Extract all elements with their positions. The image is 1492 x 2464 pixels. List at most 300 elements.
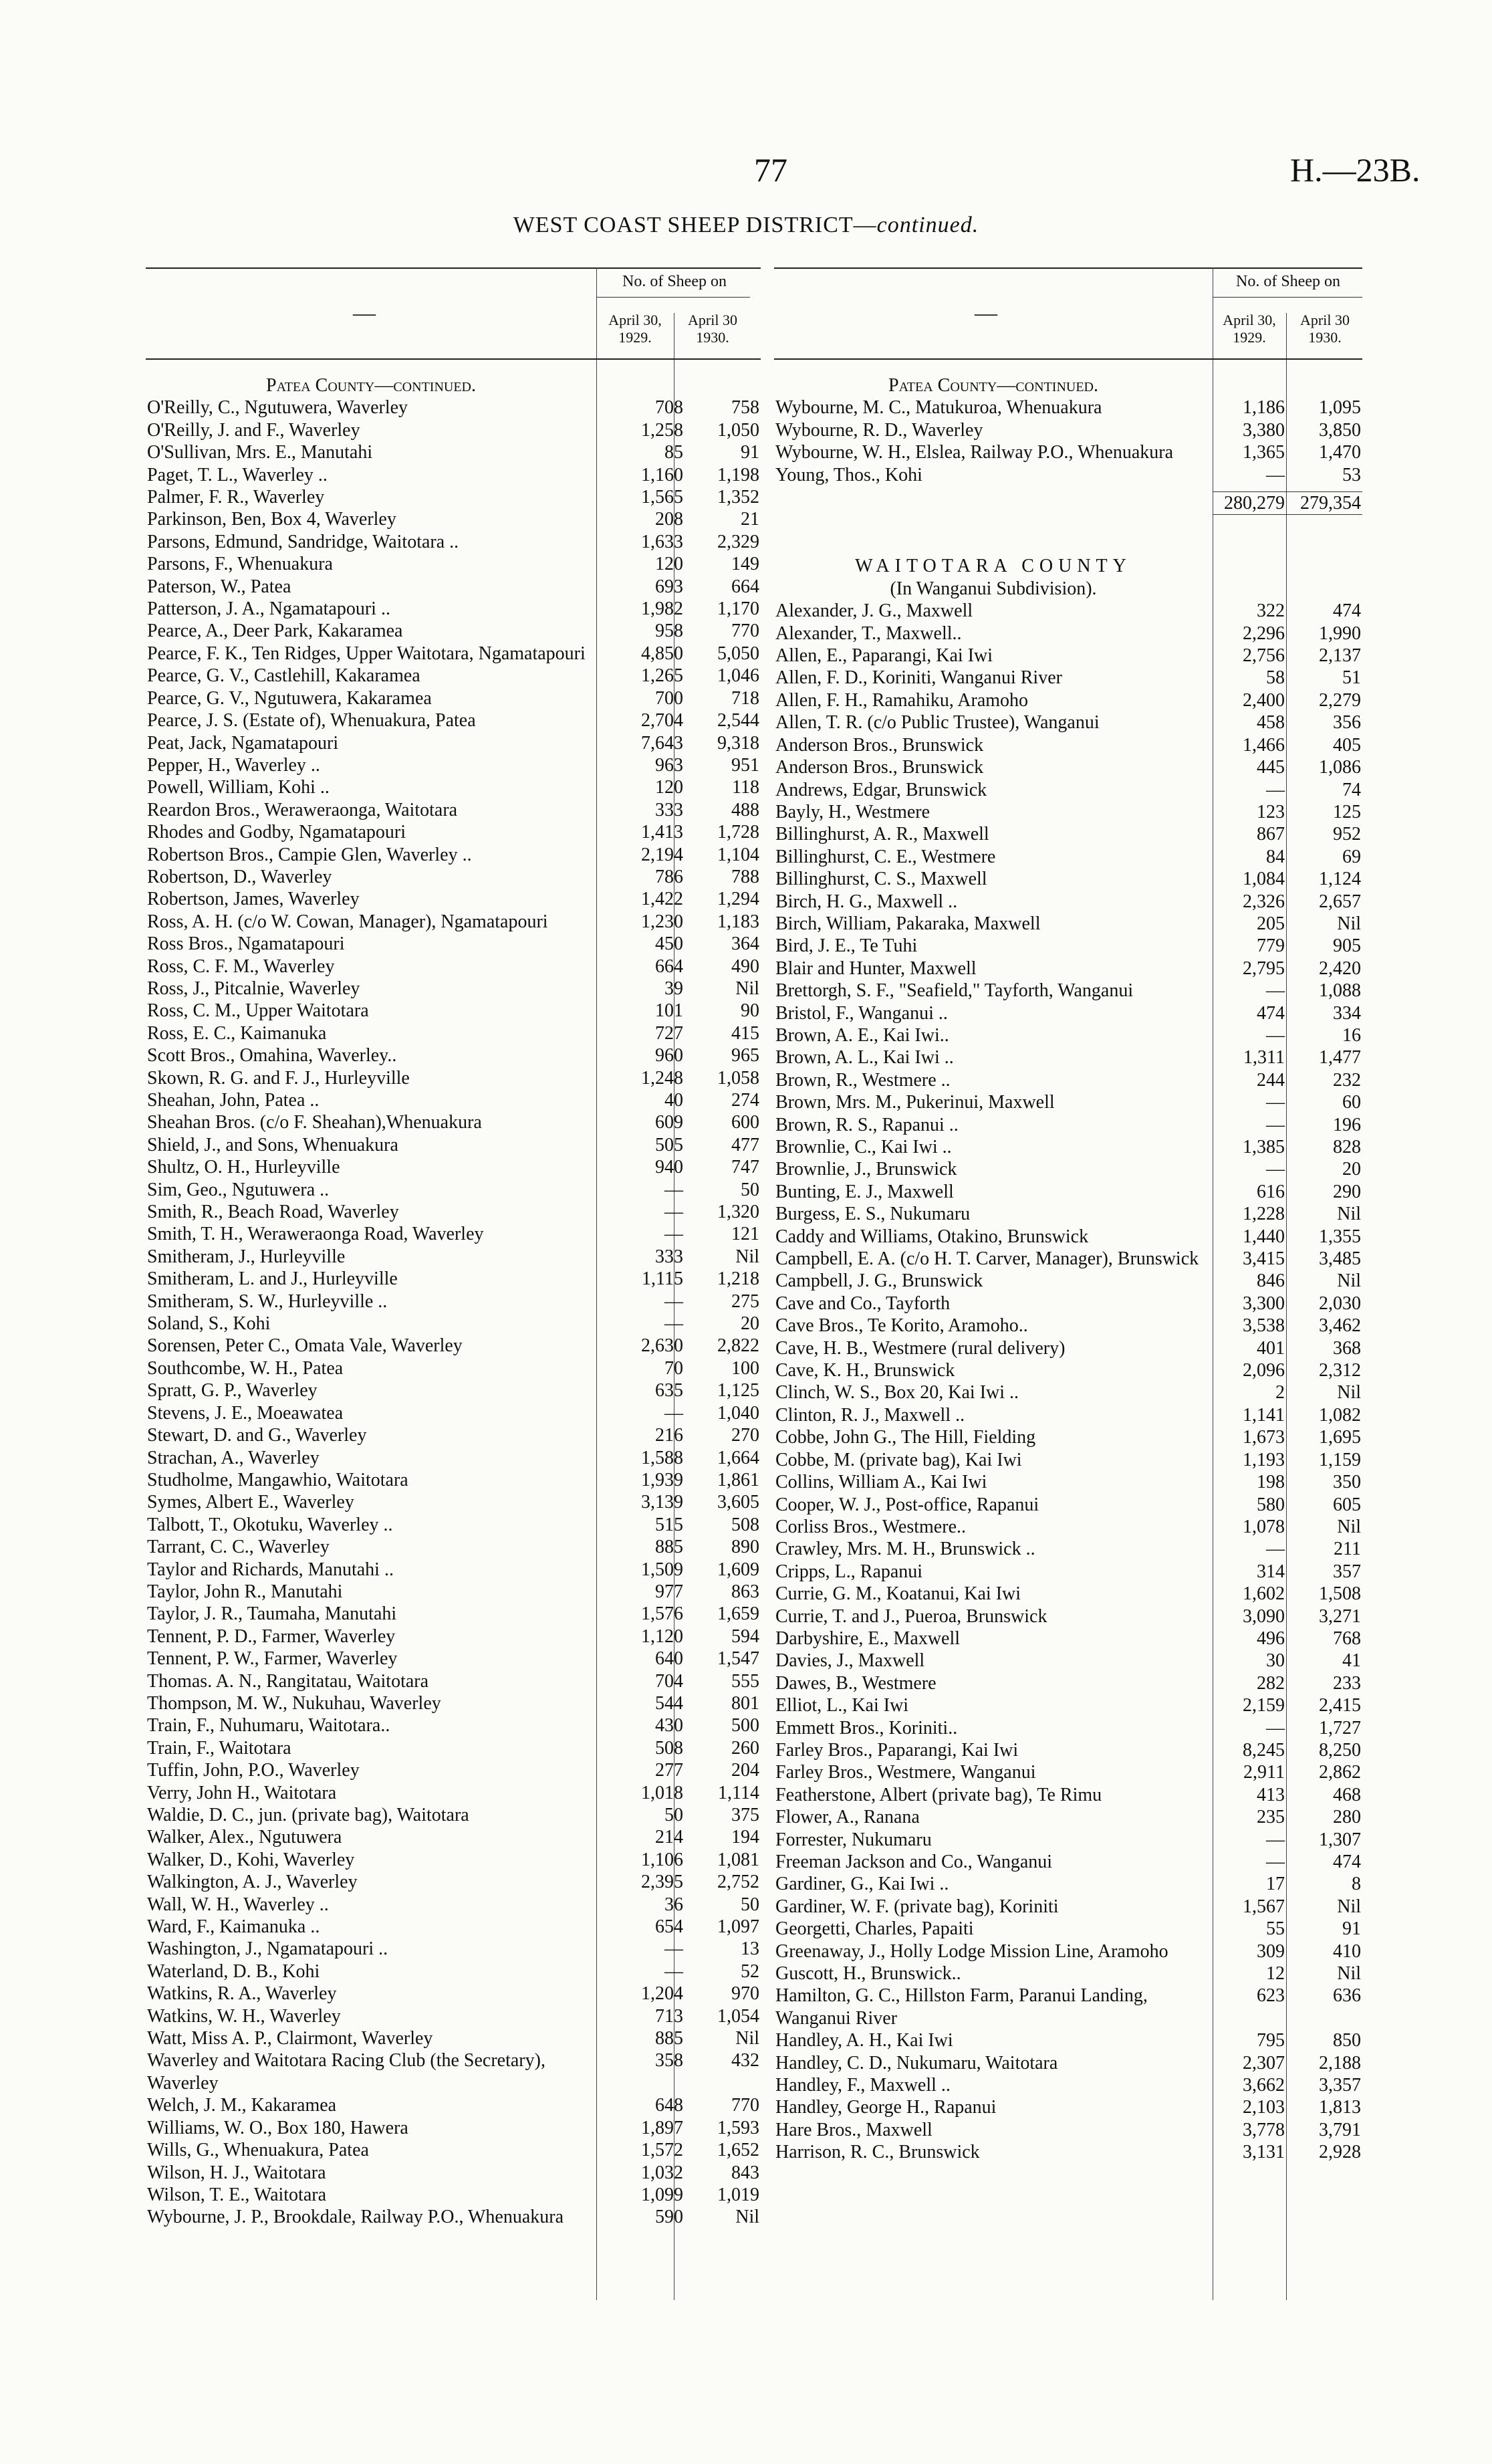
owner-name: Ross, C. F. M., Waverley bbox=[147, 956, 335, 977]
table-row bbox=[774, 1270, 1362, 1292]
owner-name: Guscott, H., Brunswick.. bbox=[775, 1963, 961, 1985]
sheep-1930: 405 bbox=[1333, 734, 1361, 756]
sheep-1930: 1,813 bbox=[1319, 2097, 1361, 2118]
section-heading-waitotara: WAITOTARA COUNTY bbox=[855, 556, 1132, 577]
table-row bbox=[774, 2119, 1362, 2141]
sheep-1929: 84 bbox=[1266, 846, 1285, 867]
table-row bbox=[774, 1538, 1362, 1560]
sheep-1929: 3,415 bbox=[1243, 1248, 1285, 1270]
sheep-1929: 101 bbox=[655, 1000, 683, 1022]
sheep-1929: 333 bbox=[655, 1246, 683, 1267]
owner-name: Scott Bros., Omahina, Waverley.. bbox=[147, 1045, 397, 1067]
sheep-1930: 2,657 bbox=[1319, 891, 1361, 912]
sheep-1929: 1,365 bbox=[1243, 442, 1285, 463]
owner-name: Cave and Co., Tayforth bbox=[775, 1293, 951, 1314]
sheep-1929: 309 bbox=[1257, 1940, 1285, 1962]
table-row bbox=[146, 709, 761, 732]
table-row bbox=[774, 1002, 1362, 1024]
sheep-1929: 1,565 bbox=[641, 487, 683, 508]
sheep-1929: 940 bbox=[655, 1157, 683, 1178]
owner-name: Thomas. A. N., Rangitatau, Waitotara bbox=[147, 1670, 429, 1692]
owner-name: Verry, John H., Waitotara bbox=[147, 1782, 337, 1803]
sheep-1929: 496 bbox=[1257, 1628, 1285, 1649]
owner-name: Watkins, R. A., Waverley bbox=[147, 1983, 337, 2005]
right-main-rows bbox=[774, 600, 1362, 2163]
table-row bbox=[146, 1424, 761, 1446]
table-row bbox=[146, 1782, 761, 1804]
sheep-1929: 2,326 bbox=[1243, 891, 1285, 912]
sheep-1929: 1,633 bbox=[641, 531, 683, 552]
table-row bbox=[774, 1694, 1362, 1716]
owner-name: Anderson Bros., Brunswick bbox=[775, 757, 984, 778]
sheep-1930: 1,104 bbox=[717, 844, 759, 865]
owner-name: Parsons, Edmund, Sandridge, Waitotara .. bbox=[147, 531, 459, 552]
sheep-1929: 1,230 bbox=[641, 911, 683, 932]
sheep-1929: 2,103 bbox=[1243, 2097, 1285, 2118]
section-heading: Patea County—continued. bbox=[266, 375, 476, 396]
owner-name: O'Reilly, J. and F., Waverley bbox=[147, 419, 360, 441]
owner-name: Farley Bros., Westmere, Wanganui bbox=[775, 1762, 1036, 1783]
owner-name: Ward, F., Kaimanuka .. bbox=[147, 1916, 320, 1938]
sheep-1929: 2,159 bbox=[1243, 1695, 1285, 1716]
table-row bbox=[146, 1916, 761, 1938]
sheep-1930: 90 bbox=[741, 1000, 759, 1022]
sheep-1930: 2,188 bbox=[1319, 2052, 1361, 2074]
table-row bbox=[146, 576, 761, 598]
owner-name: Reardon Bros., Weraweraonga, Waitotara bbox=[147, 799, 458, 820]
owner-name: Handley, C. D., Nukumaru, Waitotara bbox=[775, 2052, 1058, 2074]
owner-name: Tarrant, C. C., Waverley bbox=[147, 1537, 330, 1558]
table-row bbox=[774, 980, 1362, 1002]
owner-name: Parsons, F., Whenuakura bbox=[147, 554, 333, 575]
owner-name: Allen, T. R. (c/o Public Trustee), Wanganui bbox=[775, 712, 1100, 734]
sheep-1930: 432 bbox=[731, 2050, 759, 2071]
table-row bbox=[774, 1672, 1362, 1694]
owner-name: Thompson, M. W., Nukuhau, Waverley bbox=[147, 1692, 441, 1714]
table-row bbox=[774, 1024, 1362, 1046]
table-row bbox=[774, 1628, 1362, 1650]
sheep-1930: 69 bbox=[1342, 846, 1361, 867]
sheep-1930: 1,046 bbox=[717, 665, 759, 687]
table-row bbox=[146, 1648, 761, 1670]
table-row bbox=[774, 1426, 1362, 1448]
sheep-1930: 468 bbox=[1333, 1784, 1361, 1805]
sheep-1929: 640 bbox=[655, 1648, 683, 1670]
table-row bbox=[774, 464, 1362, 486]
owner-name: O'Sullivan, Mrs. E., Manutahi bbox=[147, 442, 373, 463]
owner-name: Smitheram, J., Hurleyville bbox=[147, 1246, 346, 1267]
owner-name: Watt, Miss A. P., Clairmont, Waverley bbox=[147, 2028, 433, 2049]
table-row bbox=[146, 1603, 761, 1625]
sheep-1929: — bbox=[1266, 980, 1285, 1002]
sheep-1929: 1,106 bbox=[641, 1849, 683, 1870]
table-row bbox=[146, 1961, 761, 1983]
table-row bbox=[774, 1896, 1362, 1918]
sheep-1930: 477 bbox=[731, 1134, 759, 1155]
table-row bbox=[146, 1402, 761, 1424]
table-row bbox=[774, 2029, 1362, 2051]
table-row bbox=[774, 734, 1362, 756]
sheep-1929: 2,795 bbox=[1243, 958, 1285, 979]
sheep-1929: 235 bbox=[1257, 1807, 1285, 1828]
sheep-1929: 616 bbox=[1257, 1181, 1285, 1202]
owner-name: Train, F., Waitotara bbox=[147, 1737, 291, 1759]
owner-name: Caddy and Williams, Otakino, Brunswick bbox=[775, 1226, 1089, 1247]
sheep-1929: 244 bbox=[1257, 1069, 1285, 1091]
owner-name: Sim, Geo., Ngutuwera .. bbox=[147, 1179, 330, 1200]
sheep-1930: 1,695 bbox=[1319, 1427, 1361, 1448]
owner-name: Studholme, Mangawhio, Waitotara bbox=[147, 1469, 408, 1490]
owner-name: Taylor, J. R., Taumaha, Manutahi bbox=[147, 1603, 397, 1625]
table-row bbox=[146, 419, 761, 441]
table-row bbox=[774, 1650, 1362, 1672]
sheep-1929: 445 bbox=[1257, 757, 1285, 778]
sheep-1930: 1,477 bbox=[1319, 1047, 1361, 1069]
table-row bbox=[146, 2162, 761, 2184]
sheep-1929: 885 bbox=[655, 2028, 683, 2049]
sheep-1930: 74 bbox=[1342, 779, 1361, 800]
owner-name: Ross, E. C., Kaimanuka bbox=[147, 1022, 327, 1044]
sheep-1929: — bbox=[664, 1224, 683, 1245]
table-row bbox=[774, 1940, 1362, 1963]
page-title: WEST COAST SHEEP DISTRICT—continued. bbox=[513, 213, 979, 237]
table-row bbox=[774, 1739, 1362, 1761]
sheep-1930: 368 bbox=[1333, 1337, 1361, 1359]
sheep-1930: 747 bbox=[731, 1157, 759, 1178]
owner-name: Brown, R. S., Rapanui .. bbox=[775, 1114, 959, 1135]
document-reference: H.—23B. bbox=[1290, 151, 1420, 189]
sheep-1929: 963 bbox=[655, 754, 683, 776]
table-row bbox=[146, 2027, 761, 2049]
owner-name: Pearce, G. V., Castlehill, Kakaramea bbox=[147, 665, 420, 687]
table-row bbox=[146, 1491, 761, 1513]
sheep-1929: — bbox=[1266, 464, 1285, 485]
sheep-1930: 1,352 bbox=[717, 487, 759, 508]
owner-name: Billinghurst, A. R., Maxwell bbox=[775, 824, 989, 845]
sheep-1930: 2,420 bbox=[1319, 958, 1361, 979]
owner-name: Clinch, W. S., Box 20, Kai Iwi .. bbox=[775, 1382, 1019, 1404]
table-row bbox=[774, 1069, 1362, 1091]
owner-name: Gardiner, W. F. (private bag), Koriniti bbox=[775, 1896, 1059, 1917]
table-row bbox=[146, 486, 761, 508]
table-row bbox=[774, 1561, 1362, 1583]
sheep-1930: 965 bbox=[731, 1045, 759, 1067]
table-row bbox=[146, 1626, 761, 1648]
sheep-1929: 3,778 bbox=[1243, 2119, 1285, 2140]
sheep-1929: 120 bbox=[655, 554, 683, 575]
sheep-1929: 795 bbox=[1257, 2030, 1285, 2051]
owner-name: Shultz, O. H., Hurleyville bbox=[147, 1157, 340, 1178]
owner-name: Allen, E., Paparangi, Kai Iwi bbox=[775, 645, 993, 667]
sheep-1929: 1,186 bbox=[1243, 397, 1285, 419]
owner-name: Wybourne, R. D., Waverley bbox=[775, 419, 983, 441]
table-row bbox=[146, 866, 761, 888]
table-row bbox=[146, 1291, 761, 1313]
sheep-1930: 41 bbox=[1342, 1650, 1361, 1672]
sheep-1930: 474 bbox=[1333, 600, 1361, 622]
table-row bbox=[774, 1158, 1362, 1180]
owner-name: Cobbe, M. (private bag), Kai Iwi bbox=[775, 1449, 1022, 1470]
sheep-1930: 60 bbox=[1342, 1092, 1361, 1113]
sheep-1929: 1,032 bbox=[641, 2162, 683, 2183]
sheep-1930: 3,271 bbox=[1319, 1605, 1361, 1627]
sheep-1929: 2,911 bbox=[1243, 1762, 1285, 1783]
sheep-1930: 718 bbox=[731, 687, 759, 709]
sheep-1930: 20 bbox=[741, 1313, 759, 1335]
sheep-1930: 474 bbox=[1333, 1852, 1361, 1872]
sheep-1929: 1,440 bbox=[1243, 1226, 1285, 1247]
sheep-1930: 290 bbox=[1333, 1181, 1361, 1202]
table-row bbox=[774, 1717, 1362, 1739]
sheep-1929: 216 bbox=[655, 1425, 683, 1446]
owner-name: Cave, K. H., Brunswick bbox=[775, 1360, 955, 1381]
table-row bbox=[774, 913, 1362, 935]
sheep-1929: 2,194 bbox=[641, 844, 683, 865]
table-row bbox=[774, 1829, 1362, 1851]
sheep-1930: 850 bbox=[1333, 2030, 1361, 2051]
table-row bbox=[146, 1536, 761, 1558]
sheep-1929: 648 bbox=[655, 2095, 683, 2116]
sheep-1929: 1,099 bbox=[641, 2184, 683, 2205]
table-row bbox=[146, 1714, 761, 1737]
table-row bbox=[146, 1559, 761, 1581]
owner-name: O'Reilly, C., Ngutuwera, Waverley bbox=[147, 397, 408, 419]
owner-name: Ross, A. H. (c/o W. Cowan, Manager), Ngamatapouri bbox=[147, 911, 548, 932]
owner-name: Freeman Jackson and Co., Wanganui bbox=[775, 1852, 1053, 1872]
sheep-1930: 2,862 bbox=[1319, 1762, 1361, 1783]
table-row bbox=[146, 956, 761, 978]
table-row bbox=[774, 846, 1362, 868]
sheep-1929: 779 bbox=[1257, 935, 1285, 957]
sheep-1929: — bbox=[1266, 1539, 1285, 1560]
table-row bbox=[146, 1022, 761, 1044]
owner-name: Robertson, D., Waverley bbox=[147, 866, 332, 887]
sheep-1929: 1,018 bbox=[641, 1782, 683, 1803]
sheep-1930: 1,081 bbox=[717, 1849, 759, 1870]
owner-name: Waverley and Waitotara Racing Club (the Secretary), Waverley bbox=[147, 2050, 545, 2094]
sheep-1930: 364 bbox=[731, 933, 759, 955]
owner-name: Smith, R., Beach Road, Waverley bbox=[147, 1202, 399, 1223]
sheep-1929: 123 bbox=[1257, 801, 1285, 822]
table-row bbox=[146, 732, 761, 754]
owner-name: Sheahan, John, Patea .. bbox=[147, 1090, 320, 1111]
table-row bbox=[774, 1851, 1362, 1873]
table-row bbox=[146, 978, 761, 1000]
sheep-1929: — bbox=[1266, 1717, 1285, 1739]
sheep-1930: 125 bbox=[1333, 801, 1361, 822]
sheep-1929: — bbox=[1266, 1114, 1285, 1135]
sheep-1929: 1,939 bbox=[641, 1469, 683, 1490]
sheep-1930: 1,470 bbox=[1319, 442, 1361, 463]
owner-name: Pepper, H., Waverley .. bbox=[147, 754, 320, 776]
sheep-1929: 1,248 bbox=[641, 1067, 683, 1089]
owner-name: Birch, William, Pakaraka, Maxwell bbox=[775, 913, 1041, 934]
table-row bbox=[146, 598, 761, 620]
sheep-1930: 1,088 bbox=[1319, 980, 1361, 1002]
sheep-1930: 2,329 bbox=[717, 531, 759, 552]
sheep-1930: 1,609 bbox=[717, 1559, 759, 1580]
owner-name: Elliot, L., Kai Iwi bbox=[775, 1695, 909, 1716]
sheep-1930: 1,086 bbox=[1319, 757, 1361, 778]
sheep-1929: 544 bbox=[655, 1692, 683, 1714]
owner-name: Brown, A. E., Kai Iwi.. bbox=[775, 1024, 949, 1046]
owner-name: Bristol, F., Wanganui .. bbox=[775, 1002, 948, 1024]
owner-name: Wills, G., Whenuakura, Patea bbox=[147, 2140, 369, 2161]
owner-name: Clinton, R. J., Maxwell .. bbox=[775, 1404, 965, 1426]
table-row bbox=[146, 1759, 761, 1781]
sheep-1930: 863 bbox=[731, 1581, 759, 1602]
table-row bbox=[774, 868, 1362, 890]
sheep-1929: 1,982 bbox=[641, 598, 683, 620]
owner-name: Williams, W. O., Box 180, Hawera bbox=[147, 2117, 408, 2138]
sheep-1930: 770 bbox=[731, 621, 759, 642]
sheep-1930: 768 bbox=[1333, 1628, 1361, 1649]
table-row bbox=[146, 1223, 761, 1245]
sheep-1930: 20 bbox=[1342, 1159, 1361, 1180]
owner-name: Gardiner, G., Kai Iwi .. bbox=[775, 1874, 949, 1895]
sheep-1929: 2,096 bbox=[1243, 1360, 1285, 1381]
sheep-1929: — bbox=[664, 1961, 683, 1982]
sheep-1929: 704 bbox=[655, 1670, 683, 1692]
sheep-1930: 415 bbox=[731, 1022, 759, 1044]
table-row bbox=[146, 620, 761, 642]
table-row bbox=[774, 756, 1362, 778]
owner-name: Washington, J., Ngamatapouri .. bbox=[147, 1938, 388, 1960]
owner-name: Featherstone, Albert (private bag), Te Rimu bbox=[775, 1784, 1102, 1805]
sheep-1930: 357 bbox=[1333, 1561, 1361, 1582]
sheep-1929: 867 bbox=[1257, 824, 1285, 845]
sheep-1929: 282 bbox=[1257, 1672, 1285, 1694]
header-group: No. of Sheep on bbox=[1236, 273, 1340, 290]
table-row bbox=[774, 1315, 1362, 1337]
sheep-1929: 1,258 bbox=[641, 419, 683, 441]
table-row bbox=[146, 1111, 761, 1133]
sheep-1930: 1,198 bbox=[717, 464, 759, 485]
sheep-1929: 1,078 bbox=[1243, 1516, 1285, 1537]
sheep-1930: 636 bbox=[1333, 1985, 1361, 2007]
owner-name: Harrison, R. C., Brunswick bbox=[775, 2142, 980, 2163]
table-row bbox=[774, 1985, 1362, 2029]
sheep-1929: 277 bbox=[655, 1760, 683, 1781]
sheep-1929: 17 bbox=[1266, 1874, 1285, 1895]
table-row bbox=[146, 1000, 761, 1022]
sheep-1929: 1,385 bbox=[1243, 1137, 1285, 1157]
table-row bbox=[774, 2052, 1362, 2074]
table-row bbox=[774, 1918, 1362, 1940]
sheep-1929: 2,704 bbox=[641, 710, 683, 732]
left-rows bbox=[146, 374, 761, 2229]
sheep-1930: 828 bbox=[1333, 1137, 1361, 1157]
table-row bbox=[774, 1605, 1362, 1628]
table-row bbox=[146, 1514, 761, 1536]
sheep-1929: 713 bbox=[655, 2005, 683, 2027]
sheep-1929: 3,380 bbox=[1243, 419, 1285, 441]
owner-name: Powell, William, Kohi .. bbox=[147, 777, 330, 798]
sheep-1929: 401 bbox=[1257, 1337, 1285, 1359]
owner-name: Pearce, F. K., Ten Ridges, Upper Waitotara, Ngamatapouri bbox=[147, 643, 586, 664]
sheep-1930: 952 bbox=[1333, 824, 1361, 845]
owner-name: Handley, A. H., Kai Iwi bbox=[775, 2030, 953, 2051]
sheep-1930: 1,019 bbox=[717, 2184, 759, 2205]
right-rows bbox=[774, 374, 1362, 2164]
sheep-1929: 609 bbox=[655, 1112, 683, 1133]
sheep-1930: 2,279 bbox=[1319, 689, 1361, 711]
owner-name: Paget, T. L., Waverley .. bbox=[147, 464, 328, 485]
owner-name: Tennent, P. W., Farmer, Waverley bbox=[147, 1648, 398, 1670]
sheep-1930: 8 bbox=[1352, 1874, 1361, 1895]
sheep-1930: 51 bbox=[1342, 667, 1361, 689]
sheep-1930: 2,928 bbox=[1319, 2142, 1361, 2163]
owner-name: Darbyshire, E., Maxwell bbox=[775, 1628, 961, 1649]
sheep-1929: — bbox=[1266, 1092, 1285, 1113]
sheep-1930: 1,861 bbox=[717, 1469, 759, 1490]
table-row bbox=[146, 1379, 761, 1402]
table-row bbox=[146, 1089, 761, 1111]
table-row bbox=[774, 1046, 1362, 1069]
table-row bbox=[146, 844, 761, 866]
owner-name: Young, Thos., Kohi bbox=[775, 464, 922, 485]
owner-name: Symes, Albert E., Waverley bbox=[147, 1492, 354, 1513]
owner-name: Walker, D., Kohi, Waverley bbox=[147, 1849, 355, 1870]
sheep-1929: — bbox=[664, 1313, 683, 1335]
table-row bbox=[774, 1136, 1362, 1158]
sheep-1929: — bbox=[1266, 779, 1285, 800]
table-row bbox=[774, 1293, 1362, 1315]
sheep-1929: 846 bbox=[1257, 1270, 1285, 1292]
sheep-1929: 590 bbox=[655, 2207, 683, 2228]
sheep-1929: 2,400 bbox=[1243, 689, 1285, 711]
sheep-1929: 786 bbox=[655, 866, 683, 887]
owner-name: Handley, F., Maxwell .. bbox=[775, 2075, 951, 2096]
sheep-1930: 1,218 bbox=[717, 1268, 759, 1290]
sheep-1930: 275 bbox=[731, 1291, 759, 1312]
sheep-1930: 664 bbox=[731, 576, 759, 597]
sheep-1929: 580 bbox=[1257, 1494, 1285, 1515]
header-dash: — bbox=[353, 301, 376, 326]
table-row bbox=[146, 1826, 761, 1848]
owner-name: Farley Bros., Paparangi, Kai Iwi bbox=[775, 1739, 1019, 1761]
table-row bbox=[146, 754, 761, 776]
table-row bbox=[774, 1583, 1362, 1605]
owner-name: Cobbe, John G., The Hill, Fielding bbox=[775, 1427, 1036, 1448]
owner-name: Patterson, J. A., Ngamatapouri .. bbox=[147, 598, 390, 620]
sheep-1929: 214 bbox=[655, 1827, 683, 1848]
sheep-1929: 1,084 bbox=[1243, 869, 1285, 890]
sheep-1929: 7,643 bbox=[641, 732, 683, 754]
table-row bbox=[146, 643, 761, 665]
owner-name: Alexander, T., Maxwell.. bbox=[775, 623, 962, 644]
owner-name: Georgetti, Charles, Papaiti bbox=[775, 1918, 974, 1940]
owner-name: Welch, J. M., Kakaramea bbox=[147, 2095, 337, 2116]
sheep-1929: 700 bbox=[655, 687, 683, 709]
table-row bbox=[146, 911, 761, 933]
owner-name: Waldie, D. C., jun. (private bag), Waitotara bbox=[147, 1805, 469, 1825]
sheep-1929: 1,204 bbox=[641, 1983, 683, 2005]
sheep-1929: 333 bbox=[655, 799, 683, 820]
owner-name: Cripps, L., Rapanui bbox=[775, 1561, 923, 1582]
table-row bbox=[774, 1337, 1362, 1359]
sheep-1929: — bbox=[664, 1402, 683, 1424]
owner-name: Walker, Alex., Ngutuwera bbox=[147, 1827, 342, 1848]
sheep-1930: 1,125 bbox=[717, 1380, 759, 1402]
table-row bbox=[146, 2206, 761, 2228]
sheep-1930: Nil bbox=[1337, 1382, 1361, 1404]
sheep-1930: 600 bbox=[731, 1112, 759, 1133]
sheep-1929: 413 bbox=[1257, 1784, 1285, 1805]
sheep-1929: 205 bbox=[1257, 913, 1285, 934]
sheep-1930: 2,312 bbox=[1319, 1360, 1361, 1381]
owner-name: Flower, A., Ranana bbox=[775, 1807, 920, 1828]
